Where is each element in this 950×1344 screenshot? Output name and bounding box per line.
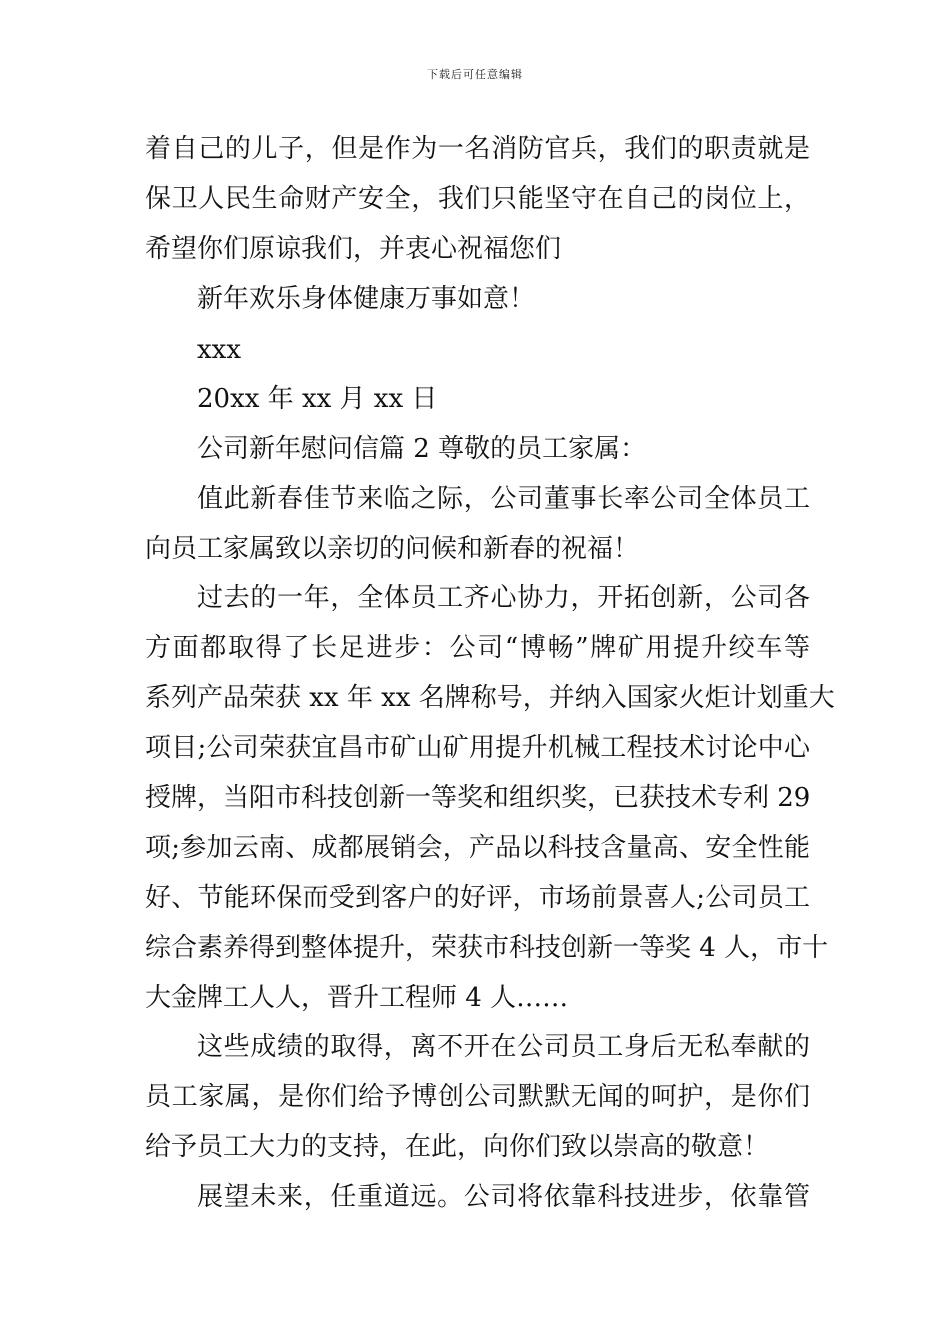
page-header: 下载后可任意编辑 bbox=[427, 68, 523, 81]
paragraph-line: 好、节能环保而受到客户的好评，市场前景喜人;公司员工 bbox=[145, 883, 810, 913]
paragraph-line: 给予员工大力的支持，在此，向你们致以崇高的敬意！ bbox=[145, 1132, 770, 1162]
signature-name: xxx bbox=[197, 335, 241, 365]
signature-date: 20xx 年 xx 月 xx 日 bbox=[197, 384, 438, 414]
paragraph-line: 着自己的儿子，但是作为一名消防官兵，我们的职责就是 bbox=[145, 134, 810, 164]
paragraph-line: 这些成绩的取得，离不开在公司员工身后无私奉献的 bbox=[197, 1032, 810, 1062]
section-heading: 公司新年慰问信篇 2 尊敬的员工家属： bbox=[197, 434, 647, 464]
paragraph-line: 大金牌工人人，晋升工程师 4 人…… bbox=[145, 983, 569, 1013]
paragraph-line: 员工家属，是你们给予博创公司默默无闻的呵护，是你们 bbox=[145, 1082, 810, 1112]
paragraph-line: 展望未来，任重道远。公司将依靠科技进步，依靠管 bbox=[197, 1182, 810, 1212]
paragraph-line: 新年欢乐身体健康万事如意！ bbox=[197, 284, 536, 314]
paragraph-line: 向员工家属致以亲切的问候和新春的祝福！ bbox=[145, 534, 640, 564]
paragraph-line: 值此新春佳节来临之际，公司董事长率公司全体员工 bbox=[197, 484, 810, 514]
paragraph-line: 保卫人民生命财产安全，我们只能坚守在自己的岗位上， bbox=[145, 184, 810, 214]
paragraph-line: 项目;公司荣获宜昌市矿山矿用提升机械工程技术讨论中心 bbox=[145, 733, 810, 763]
paragraph-line: 希望你们原谅我们，并衷心祝福您们 bbox=[145, 234, 562, 264]
paragraph-line: 综合素养得到整体提升，荣获市科技创新一等奖 4 人，市十 bbox=[145, 933, 829, 963]
paragraph-line: 项;参加云南、成都展销会，产品以科技含量高、安全性能 bbox=[145, 833, 810, 863]
paragraph-line: 授牌，当阳市科技创新一等奖和组织奖，已获技术专利 29 bbox=[145, 783, 811, 813]
paragraph-line: 过去的一年，全体员工齐心协力，开拓创新，公司各 bbox=[197, 583, 810, 613]
paragraph-line: 系列产品荣获 xx 年 xx 名牌称号，并纳入国家火炬计划重大 bbox=[145, 683, 835, 713]
paragraph-line: 方面都取得了长足进步：公司“博畅”牌矿用提升绞车等 bbox=[145, 633, 810, 663]
